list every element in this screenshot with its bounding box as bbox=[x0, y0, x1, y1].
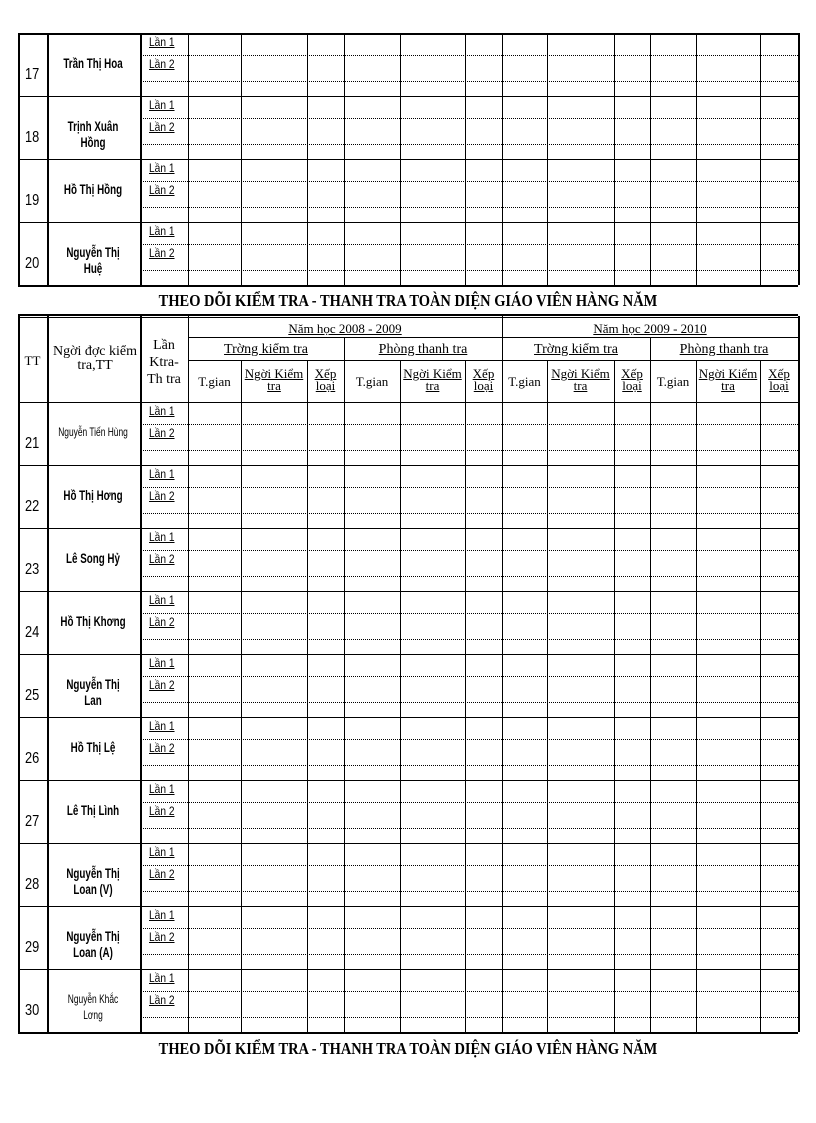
attempt-1-label: Lần 1 bbox=[149, 908, 175, 922]
column-border bbox=[614, 33, 615, 285]
column-border bbox=[760, 402, 761, 1032]
teacher-name: Nguyễn Thị Loan (A) bbox=[66, 928, 120, 960]
dotted-rule bbox=[140, 702, 798, 703]
row-number: 21 bbox=[25, 435, 40, 452]
column-border bbox=[344, 402, 345, 1032]
attempt-2-label: Lần 2 bbox=[149, 867, 175, 881]
column-border bbox=[307, 33, 308, 285]
dotted-rule bbox=[140, 954, 798, 955]
column-header-xep: Xếp loại bbox=[621, 366, 643, 393]
column-border bbox=[696, 402, 697, 1032]
row-number: 22 bbox=[25, 498, 40, 515]
table-top-border bbox=[18, 314, 798, 316]
dotted-rule bbox=[140, 576, 798, 577]
attempt-1-label: Lần 1 bbox=[149, 98, 175, 112]
column-border bbox=[547, 33, 548, 285]
row-border bbox=[18, 654, 798, 655]
dotted-rule bbox=[140, 207, 798, 208]
column-header-xep: Xếp loại bbox=[768, 366, 790, 393]
dotted-rule bbox=[140, 55, 798, 56]
column-border bbox=[188, 33, 189, 285]
dotted-rule bbox=[140, 513, 798, 514]
column-border bbox=[798, 402, 800, 1032]
attempt-2-label: Lần 2 bbox=[149, 552, 175, 566]
column-border bbox=[241, 33, 242, 285]
dotted-rule bbox=[140, 81, 798, 82]
dotted-rule bbox=[140, 639, 798, 640]
teacher-name: Lê Thị Lình bbox=[66, 802, 120, 818]
attempt-2-label: Lần 2 bbox=[149, 246, 175, 260]
row-number: 28 bbox=[25, 876, 40, 893]
header-rule bbox=[188, 360, 798, 361]
attempt-2-label: Lần 2 bbox=[149, 426, 175, 440]
teacher-name: Nguyễn Tiến Hùng bbox=[58, 425, 128, 439]
column-header-xep: Xếp loại bbox=[472, 366, 495, 393]
column-border bbox=[18, 33, 20, 285]
row-border bbox=[18, 96, 798, 97]
dotted-rule bbox=[140, 118, 798, 119]
teacher-name: Nguyễn Thị Lan bbox=[66, 676, 120, 708]
column-border bbox=[798, 33, 800, 285]
teacher-name: Hồ Thị Khơng bbox=[60, 613, 126, 629]
teacher-name: Nguyễn Thị Huệ bbox=[66, 244, 120, 276]
row-border bbox=[18, 159, 798, 160]
sub-header-phong: Phòng thanh tra bbox=[378, 342, 468, 357]
attempt-1-label: Lần 1 bbox=[149, 845, 175, 859]
column-border bbox=[47, 33, 49, 285]
year-2009-header: Năm học 2009 - 2010 bbox=[593, 321, 707, 336]
column-header-nguoi: Ngời Kiểm tra bbox=[244, 366, 304, 393]
column-border bbox=[650, 402, 651, 1032]
attempt-2-label: Lần 2 bbox=[149, 993, 175, 1007]
year-2008-header: Năm học 2008 - 2009 bbox=[288, 321, 402, 336]
teacher-name: Trịnh Xuân Hồng bbox=[67, 118, 119, 150]
row-number: 29 bbox=[25, 939, 40, 956]
table-bottom-border bbox=[18, 1032, 798, 1034]
dotted-rule bbox=[140, 1017, 798, 1018]
attempt-1-label: Lần 1 bbox=[149, 971, 175, 985]
attempt-2-label: Lần 2 bbox=[149, 930, 175, 944]
column-border bbox=[798, 316, 800, 402]
attempt-1-label: Lần 1 bbox=[149, 161, 175, 175]
attempt-2-label: Lần 2 bbox=[149, 489, 175, 503]
attempt-2-label: Lần 2 bbox=[149, 741, 175, 755]
dotted-rule bbox=[140, 928, 798, 929]
column-border bbox=[140, 402, 142, 1032]
row-border bbox=[18, 780, 798, 781]
dotted-rule bbox=[140, 450, 798, 451]
attempt-2-label: Lần 2 bbox=[149, 120, 175, 134]
row-number: 23 bbox=[25, 561, 40, 578]
sub-header-phong: Phòng thanh tra bbox=[679, 342, 769, 357]
row-number: 24 bbox=[25, 624, 40, 641]
attempt-2-label: Lần 2 bbox=[149, 615, 175, 629]
attempt-2-label: Lần 2 bbox=[149, 57, 175, 71]
column-header-tgian: T.gian bbox=[656, 374, 690, 389]
sub-header-truong: Trờng kiểm tra bbox=[534, 342, 618, 357]
row-border bbox=[18, 402, 798, 403]
row-number: 17 bbox=[25, 66, 40, 83]
column-header-xep: Xếp loại bbox=[314, 366, 337, 393]
attempt-header: Lần Ktra- Th tra bbox=[147, 338, 181, 387]
table-bottom-border bbox=[18, 285, 798, 287]
dotted-rule bbox=[140, 424, 798, 425]
column-border bbox=[344, 33, 345, 285]
attempt-2-label: Lần 2 bbox=[149, 804, 175, 818]
attempt-1-label: Lần 1 bbox=[149, 656, 175, 670]
teacher-name: Hồ Thị Lệ bbox=[70, 739, 116, 755]
column-header-tgian: T.gian bbox=[198, 374, 231, 389]
column-border bbox=[502, 402, 503, 1032]
dotted-rule bbox=[140, 765, 798, 766]
dotted-rule bbox=[140, 676, 798, 677]
attempt-2-label: Lần 2 bbox=[149, 678, 175, 692]
row-number: 26 bbox=[25, 750, 40, 767]
row-number: 27 bbox=[25, 813, 40, 830]
attempt-1-label: Lần 1 bbox=[149, 530, 175, 544]
row-border bbox=[18, 528, 798, 529]
row-number: 30 bbox=[25, 1002, 40, 1019]
teacher-name: Hồ Thị Hồng bbox=[63, 181, 123, 197]
row-border bbox=[18, 33, 798, 34]
dotted-rule bbox=[140, 144, 798, 145]
dotted-rule bbox=[140, 739, 798, 740]
row-border bbox=[18, 465, 798, 466]
table-top-border bbox=[18, 317, 798, 318]
teacher-name: Nguyễn Thị Loan (V) bbox=[66, 865, 120, 897]
dotted-rule bbox=[140, 270, 798, 271]
header-rule bbox=[188, 337, 798, 338]
tt-header: TT bbox=[24, 353, 41, 368]
column-border bbox=[47, 402, 49, 1032]
teacher-name: Trần Thị Hoa bbox=[63, 55, 123, 71]
person-header: Ngời đợc kiểm tra,TT bbox=[52, 344, 137, 373]
dotted-rule bbox=[140, 828, 798, 829]
attempt-1-label: Lần 1 bbox=[149, 719, 175, 733]
column-header-nguoi: Ngời Kiểm tra bbox=[403, 366, 462, 393]
dotted-rule bbox=[140, 181, 798, 182]
column-header-nguoi: Ngời Kiểm tra bbox=[698, 366, 758, 393]
column-border bbox=[614, 402, 615, 1032]
column-border bbox=[188, 402, 189, 1032]
column-border bbox=[47, 316, 49, 402]
sub-header-truong: Trờng kiểm tra bbox=[224, 342, 308, 357]
row-border bbox=[18, 906, 798, 907]
section-title: THEO DÕI KIỂM TRA - THANH TRA TOÀN DIỆN GIÁO VIÊN HÀNG NĂM bbox=[158, 291, 658, 310]
column-border bbox=[400, 402, 401, 1032]
column-border bbox=[502, 33, 503, 285]
footer-title: THEO DÕI KIỂM TRA - THANH TRA TOÀN DIỆN GIÁO VIÊN HÀNG NĂM bbox=[158, 1039, 658, 1058]
row-number: 18 bbox=[25, 129, 40, 146]
attempt-1-label: Lần 1 bbox=[149, 467, 175, 481]
column-border bbox=[760, 33, 761, 285]
column-header-nguoi: Ngời Kiểm tra bbox=[551, 366, 610, 393]
row-border bbox=[18, 717, 798, 718]
row-border bbox=[18, 843, 798, 844]
column-border bbox=[696, 33, 697, 285]
column-border bbox=[650, 33, 651, 285]
attempt-1-label: Lần 1 bbox=[149, 224, 175, 238]
dotted-rule bbox=[140, 865, 798, 866]
dotted-rule bbox=[140, 550, 798, 551]
attempt-1-label: Lần 1 bbox=[149, 35, 175, 49]
column-border bbox=[465, 402, 466, 1032]
row-number: 20 bbox=[25, 255, 40, 272]
dotted-rule bbox=[140, 613, 798, 614]
attempt-1-label: Lần 1 bbox=[149, 593, 175, 607]
dotted-rule bbox=[140, 244, 798, 245]
teacher-name: Hồ Thị Hơng bbox=[63, 487, 123, 503]
column-border bbox=[307, 402, 308, 1032]
row-border bbox=[18, 969, 798, 970]
row-number: 19 bbox=[25, 192, 40, 209]
column-header-tgian: T.gian bbox=[355, 374, 389, 389]
column-border bbox=[140, 33, 142, 285]
row-border bbox=[18, 222, 798, 223]
column-border bbox=[241, 402, 242, 1032]
attempt-1-label: Lần 1 bbox=[149, 404, 175, 418]
dotted-rule bbox=[140, 891, 798, 892]
column-header-tgian: T.gian bbox=[508, 374, 541, 389]
attempt-2-label: Lần 2 bbox=[149, 183, 175, 197]
column-border bbox=[18, 402, 20, 1032]
dotted-rule bbox=[140, 802, 798, 803]
column-border bbox=[547, 402, 548, 1032]
teacher-name: Lê Song Hỷ bbox=[66, 550, 120, 566]
dotted-rule bbox=[140, 487, 798, 488]
row-border bbox=[18, 591, 798, 592]
attempt-1-label: Lần 1 bbox=[149, 782, 175, 796]
dotted-rule bbox=[140, 991, 798, 992]
teacher-name: Nguyễn Khắc Lơng bbox=[67, 992, 119, 1022]
column-border bbox=[465, 33, 466, 285]
column-border bbox=[400, 33, 401, 285]
row-number: 25 bbox=[25, 687, 40, 704]
